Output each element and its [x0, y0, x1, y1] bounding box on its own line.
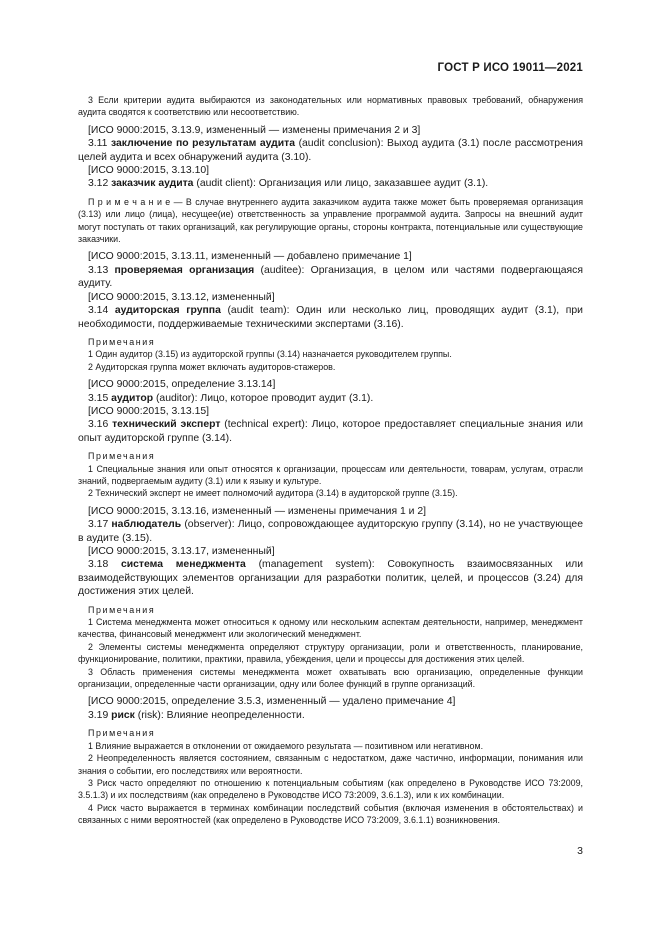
term-text: (risk): Влияние неопределенности. — [137, 709, 305, 721]
page-content — [78, 94, 583, 827]
note-text: 1 Один аудитор (3.15) из аудиторской группы (3.14) назначается руководителем группы. — [88, 349, 452, 360]
notes-heading: Примечания — [88, 728, 156, 739]
reference-text: [ИСО 9000:2015, 3.13.17, измененный] — [88, 546, 275, 557]
term-definition — [78, 177, 583, 190]
page-number: 3 — [577, 845, 583, 857]
note-text: 1 Специальные знания или опыт относятся к организации, процессам или деятельности, товарам, услугам, отрасли знаний, подвергаемым аудиту (3.1) или к языку и культуре. — [78, 463, 583, 486]
reference-text: [ИСО 9000:2015, 3.13.9, измененный — изменены примечания 2 и 3] — [88, 124, 421, 136]
note-text: 2 Неопределенность является состоянием, связанным с недостатком, даже частично, информации, понимания или знания о событии, его последствиях или вероятности. — [78, 753, 583, 776]
note-text: 1 Система менеджмента может относиться к одному или нескольким аспектам деятельности, например, менеджмент качества, финансовый менеджмент или экологический менеджмент. — [78, 617, 583, 640]
note-text: 2 Технический эксперт не имеет полномочий аудитора (3.14) в аудиторской группе (3.15). — [88, 488, 458, 499]
reference-text: [ИСО 9000:2015, определение 3.13.14] — [88, 379, 276, 391]
term-definition — [78, 392, 583, 405]
reference-text: [ИСО 9000:2015, 3.13.15] — [88, 405, 210, 417]
term-text: (audit team): Один или несколько лиц, проводящих аудит (3.1), при необходимости, поддерживаемые техническими экспертами (3.16). — [78, 305, 583, 330]
term-name: заключение по результатам аудита — [111, 138, 296, 150]
note-text: 3 Если критерии аудита выбираются из законодательных или нормативных правовых требований, обнаружения аудита сводятся к соответствию или несоответствию. — [78, 95, 583, 118]
term-definition — [78, 518, 583, 545]
note-text: 3 Область применения системы менеджмента может охватывать всю организацию, определенные функции организации, определенные части организации, одну или более функций в группе организаций. — [78, 666, 583, 690]
term-number: 3.19 — [88, 709, 109, 721]
term-number: 3.16 — [88, 419, 109, 431]
notes-heading: Примечания — [88, 451, 156, 462]
note-text: 4 Риск часто выражается в терминах комбинации последствий события (включая изменения в обстоятельствах) и связанных с ними вероятностей (как определено в Руководстве ИСО 73:2009, 3.6.1.1) возникновения. — [78, 802, 583, 826]
term-number: 3.17 — [88, 519, 109, 531]
term-name: наблюдатель — [111, 519, 182, 531]
term-number: 3.15 — [88, 392, 109, 404]
notes-heading: Примечания — [88, 336, 156, 347]
term-number: 3.14 — [88, 305, 109, 317]
term-number: 3.11 — [88, 138, 108, 150]
term-definition — [78, 558, 583, 598]
term-name: риск — [111, 709, 135, 721]
note-text: 2 Аудиторская группа может включать аудиторов-стажеров. — [88, 361, 336, 372]
term-definition — [78, 304, 583, 331]
term-text: (technical expert): Лицо, которое предоставляет специальные знания или опыт аудиторской группе (3.14). — [78, 419, 584, 444]
note-text: П р и м е ч а н и е — В случае внутреннего аудита заказчиком аудита также может быть проверяемая организация (3.13) или лицо (лица), несущее(ие) ответственность за управление программой аудита. Запросы на внешний аудит могут поступать от таких организаций, как регулирующие органы, стороны контракта, потенциальные или существующие заказчики. — [78, 196, 583, 245]
notes-heading: Примечания — [88, 604, 156, 615]
term-name: аудитор — [111, 392, 154, 404]
note-text: 2 Элементы системы менеджмента определяют структуру организации, роли и ответственность, планирование, функционирование, политики, практики, правила, убеждения, цели и процессы для достижения этих целей. — [78, 641, 583, 665]
term-text: (audit conclusion): Выход аудита (3.1) после рассмотрения целей аудита и всех обнаружений аудита (3.10). — [78, 138, 584, 163]
term-text: (management system): Совокупность взаимосвязанных или взаимодействующих элементов организации для разработки политик, целей, и процессов (3.24) для достижения этих целей. — [78, 559, 584, 598]
term-number: 3.12 — [88, 178, 109, 190]
term-text: (observer): Лицо, сопровождающее аудиторскую группу (3.14), но не участвующее в аудите (3.15). — [78, 519, 583, 544]
reference-text: [ИСО 9000:2015, 3.13.10] — [88, 165, 210, 177]
term-number: 3.18 — [88, 559, 109, 571]
term-text: (audit client): Организация или лицо, заказавшее аудит (3.1). — [196, 178, 489, 190]
reference-text: [ИСО 9000:2015, 3.13.16, измененный — изменены примечания 1 и 2] — [88, 505, 427, 517]
term-definition — [78, 137, 583, 164]
term-name: аудиторская группа — [114, 305, 221, 317]
term-text: (auditee): Организация, в целом или частями подвергающаяся аудиту. — [78, 264, 583, 290]
note-text: 3 Риск часто определяют по отношению к потенциальным событиям (как определено в Руководстве ИСО 73:2009, 3.5.1.3) и их последствиям (как определено в Руководстве ИСО 73:2009, 3.6.1.3), или к их комбинации. — [78, 777, 583, 801]
term-name: система менеджмента — [120, 559, 246, 571]
term-text: (auditor): Лицо, которое проводит аудит (3.1). — [155, 392, 374, 404]
term-definition — [78, 709, 583, 722]
term-definition — [78, 418, 583, 445]
term-name: заказчик аудита — [111, 178, 194, 190]
term-name: технический эксперт — [112, 419, 221, 431]
note-text: 1 Влияние выражается в отклонении от ожидаемого результата — позитивном или негативном. — [88, 740, 484, 751]
reference-text: [ИСО 9000:2015, 3.13.11, измененный — добавлено примечание 1] — [88, 251, 412, 263]
term-name: проверяемая организация — [114, 264, 255, 276]
reference-text: [ИСО 9000:2015, 3.13.12, измененный] — [88, 291, 275, 303]
term-number: 3.13 — [88, 264, 109, 276]
standard-header: ГОСТ Р ИСО 19011—2021 — [437, 62, 583, 74]
term-definition — [78, 264, 583, 291]
reference-text: [ИСО 9000:2015, определение 3.5.3, измененный — удалено примечание 4] — [88, 696, 456, 708]
